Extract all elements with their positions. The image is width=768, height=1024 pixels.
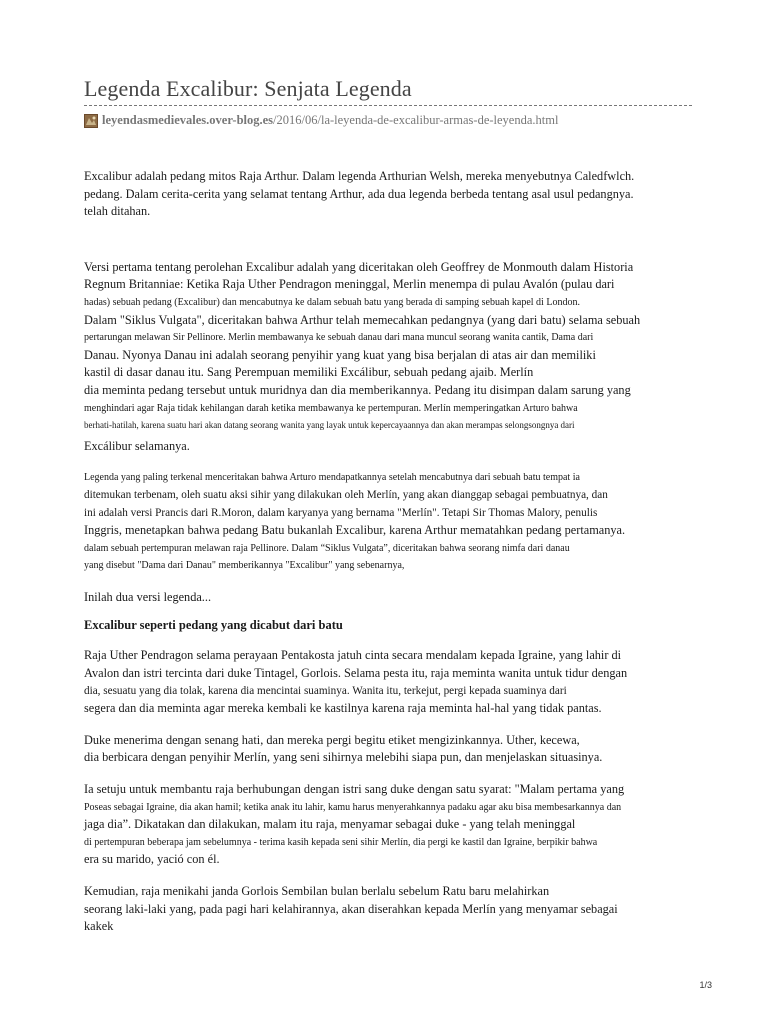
paragraph-5 — [84, 647, 684, 717]
paragraph-1 — [84, 168, 684, 221]
text-line: Inggris, menetapkan bahwa pedang Batu bukanlah Excalibur, karena Arthur mematahkan pedang pertamanya. — [84, 523, 626, 538]
text-line: Excálibur selamanya. — [84, 438, 190, 453]
paragraph-2 — [84, 259, 684, 456]
text-line: Legenda yang paling terkenal menceritakan bahwa Arturo mendapatkannya setelah mencabutnya dari sebuah batu tempat ia — [84, 472, 580, 484]
text-line: Poseas sebagai Igraine, dia akan hamil; ketika anak itu lahir, kamu harus menyerahkannya padaku agar aku bisa membesarkannya dan — [84, 801, 622, 813]
article-body — [84, 168, 684, 936]
page-number: 1/3 — [699, 980, 712, 990]
source-path[interactable]: /2016/06/la-leyenda-de-excalibur-armas-de-leyenda.html — [273, 113, 559, 127]
text-line: Kemudian, raja menikahi janda Gorlois Sembilan bulan berlalu sebelum Ratu baru melahirkan — [84, 884, 550, 898]
text-line: Duke menerima dengan senang hati, dan mereka pergi begitu etiket mengizinkannya. Uther, kecewa, — [84, 732, 580, 747]
text-line: menghindari agar Raja tidak kehilangan darah ketika membawanya ke pertempuran. Merlín memperingatkan Arturo bahwa — [84, 402, 578, 414]
text-line: di pertempuran beberapa jam sebelumnya - terima kasih kepada seni sihir Merlín, dia pergi ke kastil dan Igraine, berpikir bahwa — [84, 836, 598, 848]
title-divider — [84, 105, 692, 106]
text-line: kastil di dasar danau itu. Sang Perempuan memiliki Excálibur, sebuah pedang ajaib. Merlín — [84, 365, 534, 380]
paragraph-8 — [84, 883, 684, 936]
text-line: seorang laki-laki yang, pada pagi hari kelahirannya, akan diserahkan kepada Merlín yang menyamar sebagai — [84, 901, 618, 916]
paragraph-6 — [84, 732, 684, 767]
site-favicon-icon — [84, 114, 98, 128]
text-line: jaga dia”. Dikatakan dan dilakukan, malam itu raja, menyamar sebagai duke - yang telah meninggal — [84, 817, 576, 832]
source-url[interactable] — [84, 113, 558, 128]
text-line: Danau. Nyonya Danau ini adalah seorang penyihir yang kuat yang bisa berjalan di atas air dan memiliki — [84, 347, 596, 362]
text-line: dia, sesuatu yang dia tolak, karena dia mencintai suaminya. Wanita itu, terkejut, pergi kepada suaminya dari — [84, 684, 567, 697]
text-line: Avalon dan istri tercinta dari duke Tintagel, Gorlois. Selama pesta itu, raja meminta wanita untuk tidur dengan — [84, 666, 628, 681]
section-heading: Excalibur seperti pedang yang dicabut dari batu — [84, 618, 343, 633]
text-line: Regnum Britanniae: Ketika Raja Uther Pendragon meninggal, Merlin menempa di pulau Avalón (pulau dari — [84, 277, 615, 292]
paragraph-3 — [84, 469, 684, 575]
text-line: yang disebut "Dama dari Danau" memberikannya "Excalibur" yang sebenarnya, — [84, 560, 405, 572]
text-line: segera dan dia meminta agar mereka kembali ke kastilnya karena raja meminta hal-hal yang tidak pantas. — [84, 701, 602, 716]
text-line: Raja Uther Pendragon selama perayaan Pentakosta jatuh cinta secara mendalam kepada Igraine, yang lahir di — [84, 648, 622, 663]
page-title: Legenda Excalibur: Senjata Legenda — [84, 76, 412, 101]
source-domain[interactable]: leyendasmedievales.over-blog.es — [102, 113, 274, 127]
text-line: Excalibur adalah pedang mitos Raja Arthur. Dalam legenda Arthurian Welsh, mereka menyebutnya Caledfwlch. — [84, 169, 635, 183]
text-line: telah ditahan. — [84, 204, 151, 219]
text-line: Versi pertama tentang perolehan Excalibur adalah yang diceritakan oleh Geoffrey de Monmouth dalam Historia — [84, 259, 634, 274]
text-line: Ia setuju untuk membantu raja berhubungan dengan istri sang duke dengan satu syarat: "Malam pertama yang — [84, 782, 625, 797]
text-line: berhati-hatilah, karena suatu hari akan datang seorang wanita yang layak untuk kepercayaannya dan akan merampas selongsongnya dari — [84, 420, 575, 431]
text-line: pertarungan melawan Sir Pellinore. Merlin membawanya ke sebuah danau dari mana muncul seorang wanita cantik, Dama dari — [84, 332, 594, 344]
text-line: dia meminta pedang tersebut untuk muridnya dan dia memberikannya. Pedang itu disimpan dalam sarung yang — [84, 382, 631, 397]
paragraph-7 — [84, 781, 684, 869]
text-line: hadas) sebuah pedang (Excalibur) dan mencabutnya ke dalam sebuah batu yang berada di samping sebuah kapel di London. — [84, 296, 580, 308]
text-line: era su marido, yació con él. — [84, 852, 220, 867]
text-line: dia berbicara dengan penyihir Merlín, yang seni sihirnya melebihi siapa pun, dan menjelaskan situasinya. — [84, 750, 603, 765]
text-line: Dalam "Siklus Vulgata", diceritakan bahwa Arthur telah memecahkan pedangnya (yang dari batu) selama sebuah — [84, 312, 641, 327]
text-line: kakek — [84, 919, 114, 934]
text-line: Inilah dua versi legenda... — [84, 589, 212, 604]
paragraph-4 — [84, 589, 684, 607]
text-line: dalam sebuah pertempuran melawan raja Pellinore. Dalam “Siklus Vulgata”, diceritakan bahwa seorang nimfa dari danau — [84, 542, 570, 554]
text-line: pedang. Dalam cerita-cerita yang selamat tentang Arthur, ada dua legenda berbeda tentang asal usul pedangnya. — [84, 186, 634, 201]
text-line: ini adalah versi Prancis dari R.Moron, dalam karyanya yang bernama "Merlín". Tetapi Sir Thomas Malory, penulis — [84, 506, 598, 519]
text-line: ditemukan terbenam, oleh suatu aksi sihir yang dilakukan oleh Merlín, yang akan dianggap sebagai pembuatnya, dan — [84, 488, 608, 501]
